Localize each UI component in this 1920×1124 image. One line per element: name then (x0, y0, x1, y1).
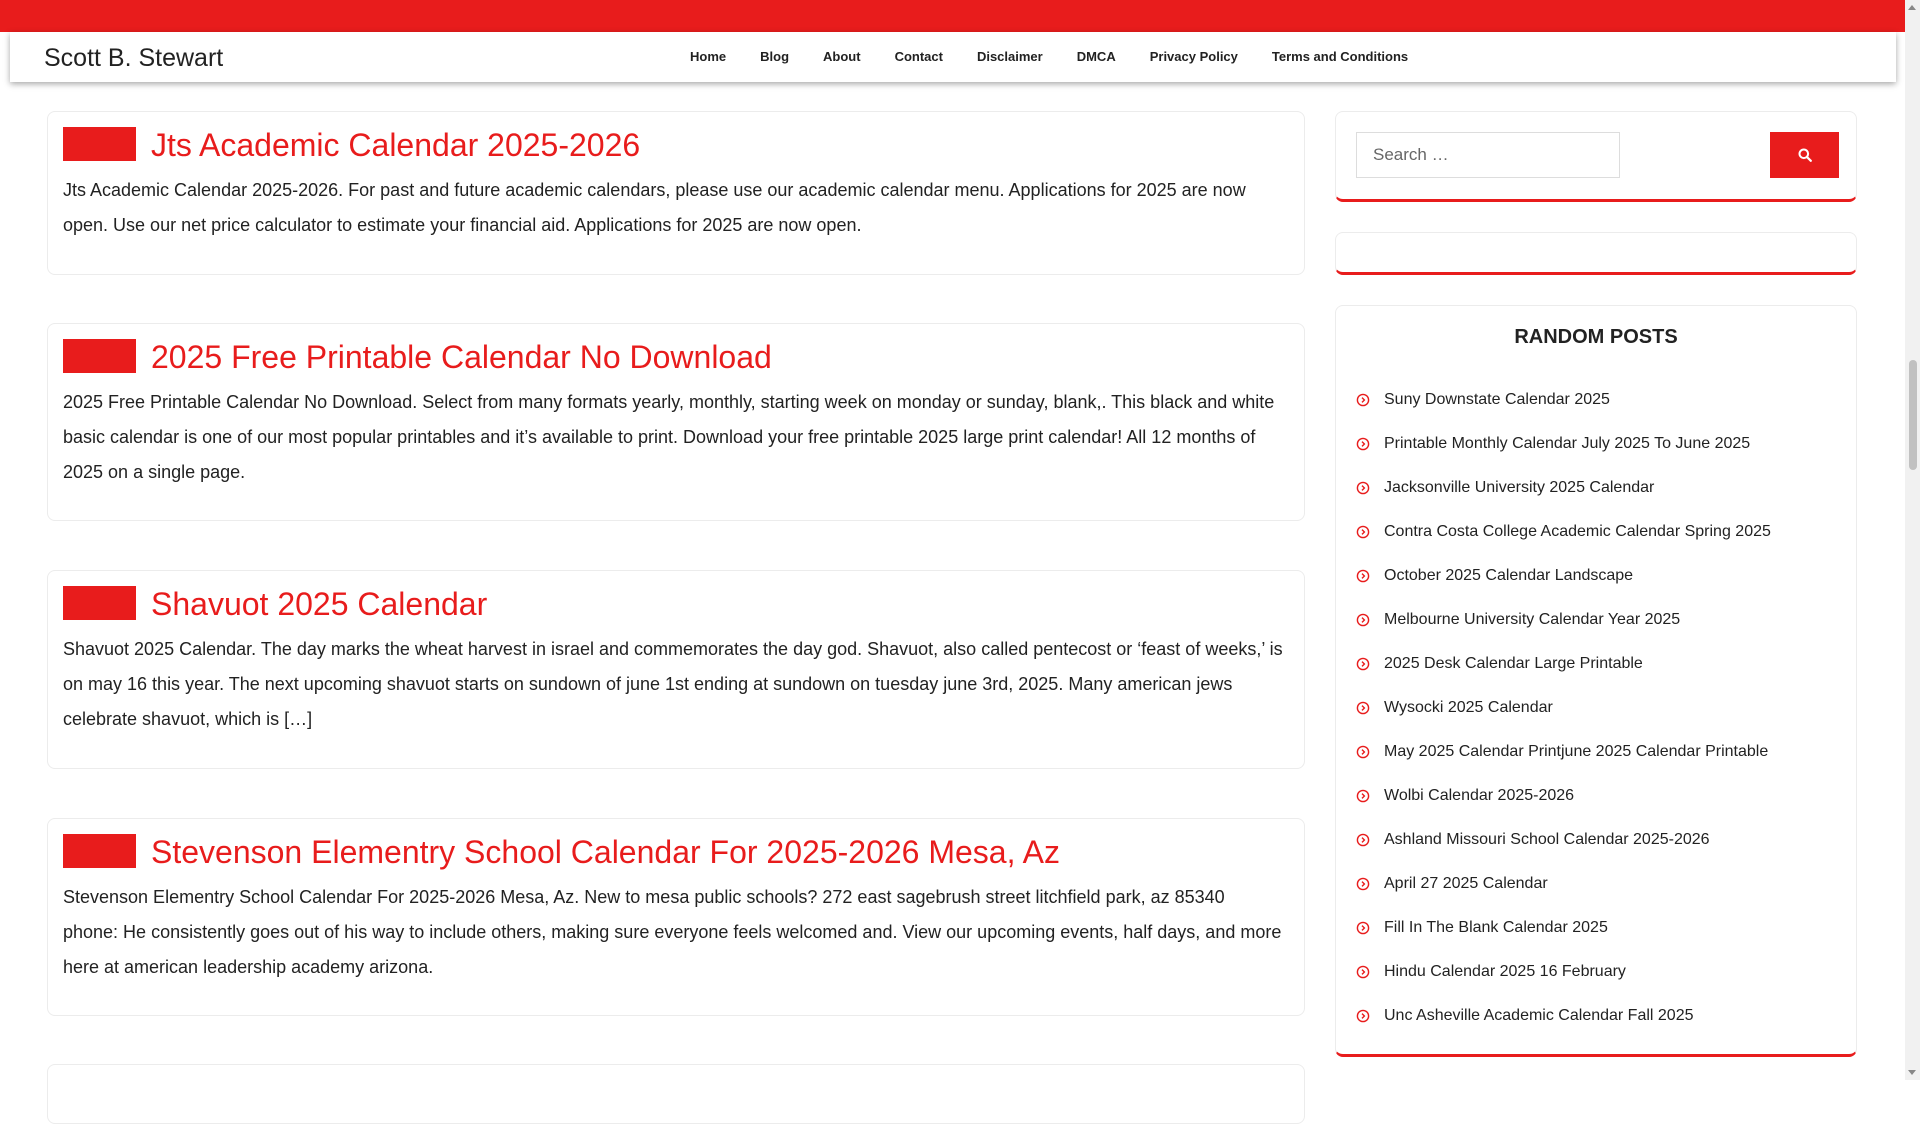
list-item (1356, 510, 1771, 554)
post-excerpt: 2025 Free Printable Calendar No Download. Select from many formats yearly, monthly, starting week on monday or sunday, blank,. This black and white basic calendar is one of our most popular printables and it’s available to print. Download your free printable 2025 large print calendar! All 12 months of 2025 on a single page. (63, 392, 1275, 482)
post-title-link[interactable]: Jts Academic Calendar 2025-2026 (151, 127, 641, 163)
nav-terms-and-conditions[interactable]: Terms and Conditions (1271, 49, 1409, 64)
random-posts-widget (1335, 305, 1857, 1057)
random-post-link[interactable]: Jacksonville University 2025 Calendar (1384, 479, 1655, 496)
post-title-link[interactable]: Shavuot 2025 Calendar (151, 586, 488, 622)
nav-disclaimer[interactable]: Disclaimer (976, 49, 1043, 64)
chevron-circle-right-icon (1356, 525, 1370, 539)
list-item (1356, 862, 1771, 906)
random-post-link[interactable]: October 2025 Calendar Landscape (1384, 567, 1634, 584)
random-post-link[interactable]: Melbourne University Calendar Year 2025 (1384, 611, 1681, 628)
random-post-link[interactable]: April 27 2025 Calendar (1384, 875, 1548, 892)
post-card (47, 323, 1305, 521)
list-item (1356, 994, 1771, 1038)
random-post-link[interactable]: Contra Costa College Academic Calendar Spring 2025 (1384, 523, 1771, 540)
list-item (1356, 730, 1771, 774)
chevron-circle-right-icon (1356, 745, 1370, 759)
chevron-circle-right-icon (1356, 657, 1370, 671)
chevron-circle-right-icon (1356, 437, 1370, 451)
nav-dmca[interactable]: DMCA (1076, 49, 1116, 64)
search-input[interactable] (1356, 132, 1620, 178)
chevron-circle-right-icon (1356, 789, 1370, 803)
nav-home[interactable]: Home (690, 49, 727, 64)
scroll-up-arrow-icon[interactable] (1908, 5, 1916, 10)
post-title-link[interactable]: 2025 Free Printable Calendar No Download (151, 339, 772, 375)
main-nav (673, 32, 1425, 82)
chevron-circle-right-icon (1356, 393, 1370, 407)
chevron-circle-right-icon (1356, 965, 1370, 979)
search-widget (1335, 111, 1857, 202)
chevron-circle-right-icon (1356, 921, 1370, 935)
chevron-circle-right-icon (1356, 877, 1370, 891)
random-posts-list (1356, 378, 1771, 1038)
list-item (1356, 554, 1771, 598)
random-post-link[interactable]: Unc Asheville Academic Calendar Fall 2025 (1384, 1007, 1694, 1024)
search-button[interactable] (1770, 132, 1839, 178)
random-post-link[interactable]: Wolbi Calendar 2025-2026 (1384, 787, 1575, 804)
top-accent-bar (0, 0, 1905, 32)
nav-blog[interactable]: Blog (760, 49, 790, 64)
chevron-circle-right-icon (1356, 613, 1370, 627)
post-card (47, 818, 1305, 1016)
random-post-link[interactable]: Hindu Calendar 2025 16 February (1384, 963, 1626, 980)
post-excerpt: Shavuot 2025 Calendar. The day marks the wheat harvest in israel and commemorates the day god. Shavuot, also called pentecost or ‘feast of weeks,’ is on may 16 this year. The next upcoming shavuot starts on sundown of june 1st ending at sundown on tuesday june 3rd, 2025. Many american jews celebrate shavuot, which is […] (63, 639, 1283, 729)
random-post-link[interactable]: Wysocki 2025 Calendar (1384, 699, 1553, 716)
empty-widget (1335, 232, 1857, 275)
site-title[interactable]: Scott B. Stewart (44, 44, 224, 72)
chevron-circle-right-icon (1356, 701, 1370, 715)
widget-title: RANDOM POSTS (1514, 326, 1678, 348)
list-item (1356, 818, 1771, 862)
list-item (1356, 378, 1771, 422)
random-post-link[interactable]: Ashland Missouri School Calendar 2025-2026 (1384, 831, 1710, 848)
list-item (1356, 906, 1771, 950)
page-scrollbar[interactable] (1905, 0, 1920, 1080)
list-item (1356, 774, 1771, 818)
chevron-circle-right-icon (1356, 833, 1370, 847)
list-item (1356, 422, 1771, 466)
chevron-circle-right-icon (1356, 1009, 1370, 1023)
site-header (10, 32, 1896, 82)
scroll-down-arrow-icon[interactable] (1908, 1070, 1916, 1075)
nav-about[interactable]: About (823, 49, 861, 64)
scrollbar-thumb[interactable] (1909, 360, 1917, 470)
list-item (1356, 598, 1771, 642)
post-category-tag[interactable] (63, 127, 136, 161)
list-item (1356, 642, 1771, 686)
random-post-link[interactable]: May 2025 Calendar Printjune 2025 Calendar Printable (1384, 743, 1769, 760)
chevron-circle-right-icon (1356, 481, 1370, 495)
post-card (47, 111, 1305, 275)
chevron-circle-right-icon (1356, 569, 1370, 583)
list-item (1356, 950, 1771, 994)
post-title-link[interactable]: Stevenson Elementry School Calendar For 2025-2026 Mesa, Az (151, 834, 1060, 870)
post-category-tag[interactable] (63, 339, 136, 373)
random-post-link[interactable]: Printable Monthly Calendar July 2025 To June 2025 (1384, 435, 1751, 452)
post-excerpt: Stevenson Elementry School Calendar For 2025-2026 Mesa, Az. New to mesa public schools? 272 east sagebrush street litchfield park, az 85340 phone: He consistently goes out of his way to include others, making sure everyone feels welcomed and. View our upcoming events, half days, and more here at american leadership academy arizona. (63, 887, 1282, 977)
list-item (1356, 686, 1771, 730)
random-post-link[interactable]: Suny Downstate Calendar 2025 (1384, 391, 1610, 408)
random-post-link[interactable]: 2025 Desk Calendar Large Printable (1384, 655, 1643, 672)
post-card (47, 1064, 1305, 1124)
nav-contact[interactable]: Contact (894, 49, 943, 64)
post-card (47, 570, 1305, 769)
random-post-link[interactable]: Fill In The Blank Calendar 2025 (1384, 919, 1608, 936)
post-excerpt: Jts Academic Calendar 2025-2026. For past and future academic calendars, please use our academic calendar menu. Applications for 2025 are now open. Use our net price calculator to estimate your financial aid. Applications for 2025 are now open. (63, 180, 1246, 235)
nav-privacy-policy[interactable]: Privacy Policy (1149, 49, 1238, 64)
search-icon (1798, 148, 1812, 162)
post-category-tag[interactable] (63, 586, 136, 620)
list-item (1356, 466, 1771, 510)
post-category-tag[interactable] (63, 834, 136, 868)
